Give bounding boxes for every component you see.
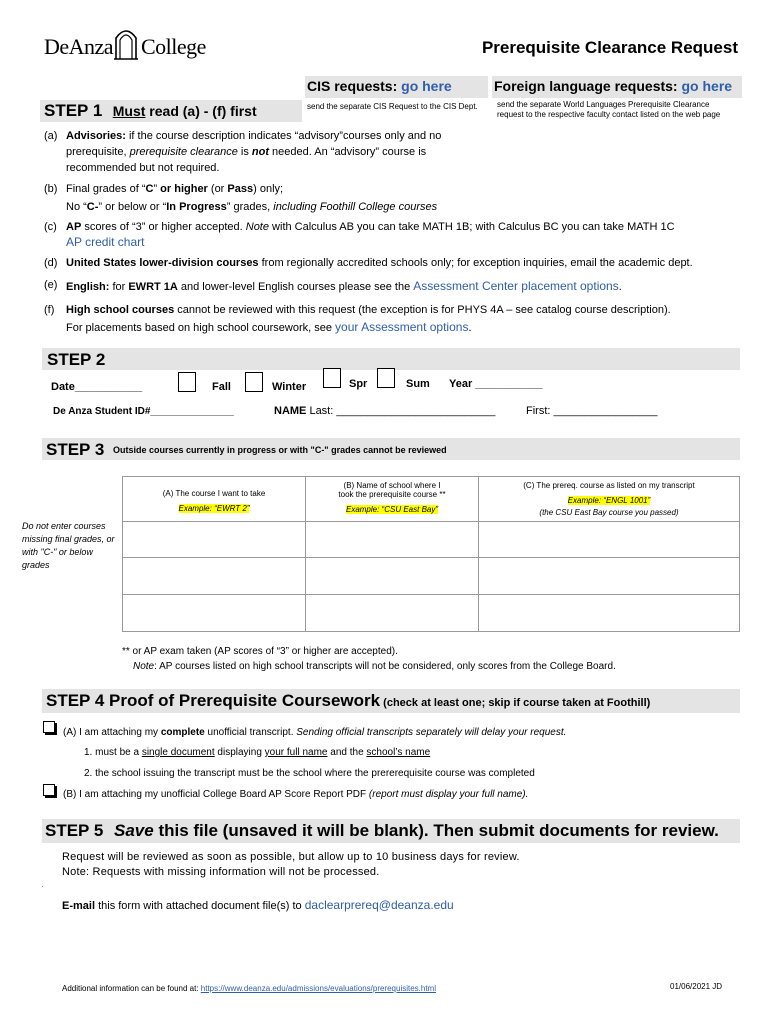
last-name-field[interactable]: Last: __________________________ (306, 405, 496, 417)
item-f (44, 302, 764, 334)
item-b-c: C (145, 183, 154, 195)
student-id-field[interactable]: De Anza Student ID#_______________ (53, 406, 234, 417)
summer-checkbox[interactable] (377, 368, 395, 388)
name-last-row (274, 405, 495, 417)
item-e-t1: for (109, 281, 129, 293)
item-a-t2-2: is (237, 146, 252, 158)
col-a-example: Example: “EWRT 2” (178, 504, 250, 513)
table-row (123, 595, 740, 632)
col-b-example: Example: “CSU East Bay” (345, 505, 439, 514)
step4-a1-1: 1. must be a (84, 747, 142, 758)
step1-heading (44, 101, 257, 121)
item-a-t3: recommended but not required. (66, 162, 220, 174)
step3-footnote-1: ** or AP exam taken (AP scores of “3” or higher are accepted). (122, 646, 398, 657)
item-f-t3: . (468, 322, 472, 334)
step4-b-marker: (B) (63, 789, 77, 800)
page-title: Prerequisite Clearance Request (481, 38, 738, 57)
col-b-title-2: took the prerequisite course ** (338, 490, 446, 499)
item-b2-t2: ” or below or “ (98, 201, 167, 213)
footer-url-link[interactable]: https://www.deanza.edu/admissions/evaluations/prerequisites.html (200, 984, 436, 993)
table-row (123, 558, 740, 595)
step4-a-complete: complete (160, 727, 205, 738)
item-e-t2: and lower-level English courses please see the (177, 281, 414, 293)
item-d-body (66, 257, 770, 269)
footer-info-text: Additional information can be found at: (62, 984, 201, 993)
step4-a1-3: and the (327, 747, 367, 758)
logo-text-left: DeAnza (44, 34, 114, 59)
item-b-t3: (or (207, 183, 228, 195)
course-table (122, 476, 740, 632)
step4-paren: (check at least one; skip if course taken at Foothill) (380, 697, 651, 709)
footnote-note-label: Note (133, 661, 155, 672)
year-field[interactable]: Year ___________ (449, 378, 543, 390)
step4-b-text: I am attaching my unofficial College Board AP Score Report PDF (76, 789, 369, 800)
item-d-text: from regionally accredited schools only; for exception inquiries, email the academic dept. (258, 257, 693, 269)
footer-date: 01/06/2021 JD (670, 982, 723, 991)
ap-credit-chart-link[interactable]: AP credit chart (66, 235, 145, 249)
item-e-t3: . (618, 281, 622, 293)
logo-text-right: College (141, 34, 206, 59)
col-a-title: (A) The course I want to take (162, 489, 266, 498)
email-link[interactable]: daclearprereq@deanza.edu (304, 898, 454, 912)
item-c-note: Note (245, 221, 269, 233)
fall-checkbox[interactable] (178, 372, 196, 392)
item-a-t2-it: prerequisite clearance (129, 146, 238, 158)
name-label: NAME (274, 405, 307, 417)
spring-label: Spr (349, 378, 368, 390)
step4-a1-school: school’s name (366, 747, 431, 758)
item-e-bold: English: (66, 281, 110, 293)
step4-a-marker: (A) (63, 727, 77, 738)
step5-line2: Note: Requests with missing information will not be processed. (62, 866, 380, 878)
cis-title: CIS requests: (307, 78, 398, 94)
item-b-t1: Final grades of “ (66, 183, 146, 195)
cell-c-3[interactable] (479, 595, 740, 632)
footnote-note-text: : AP courses listed on high school transcripts will not be considered, only scores from the College Board. (154, 661, 616, 672)
item-b-body (66, 180, 766, 216)
item-d-marker: (d) (44, 257, 58, 269)
item-c-ap: AP (66, 221, 82, 233)
foreign-title-row (494, 78, 732, 94)
cell-b-1[interactable] (306, 522, 479, 558)
email-text: this form with attached document file(s) to (95, 900, 305, 912)
item-f-marker: (f) (44, 304, 55, 316)
item-f-bold: High school courses (66, 304, 175, 316)
item-f-t2: For placements based on high school coursework, see (66, 322, 336, 334)
cis-title-row (307, 78, 452, 94)
cis-note: send the separate CIS Request to the CIS Dept. (307, 102, 478, 111)
item-e-ewrt: EWRT 1A (128, 281, 178, 293)
table-row (123, 522, 740, 558)
item-b-pass: Pass (227, 183, 254, 195)
divider (42, 886, 43, 887)
step3-label: STEP 3 (46, 440, 105, 459)
item-b-t2: ” (153, 183, 161, 195)
assessment-options-link[interactable]: your Assessment options (335, 320, 469, 334)
step2-label: STEP 2 (47, 350, 106, 369)
cell-b-3[interactable] (306, 595, 479, 632)
step4-a1-single: single document (141, 747, 215, 758)
item-a-not: not (251, 146, 269, 158)
step4-label: STEP 4 Proof of Prerequisite Coursework (46, 691, 381, 710)
step4-a1-2: displaying (214, 747, 265, 758)
item-b2-t3: ” grades, (226, 201, 274, 213)
item-c-t2: with Calculus AB you can take MATH 1B; with Calculus BC you can take MATH 1C (269, 221, 675, 233)
col-c-note: (the CSU East Bay course you passed) (539, 508, 679, 517)
item-a-marker: (a) (44, 130, 58, 142)
step4-heading (46, 691, 650, 711)
step5-heading (45, 821, 719, 841)
item-c (44, 220, 764, 249)
logo-arch-icon (113, 26, 139, 60)
item-b2-cminus: C- (86, 201, 99, 213)
cell-a-3[interactable] (123, 595, 306, 632)
step1-rest: read (a) - (f) first (145, 103, 257, 119)
step4-a1 (84, 747, 430, 758)
step3-desc: Outside courses currently in progress or with "C-" grades cannot be reviewed (113, 445, 447, 455)
item-b-t4: ) only; (253, 183, 284, 195)
foreign-note-1: send the separate World Languages Prerequisite Clearance (497, 100, 710, 109)
spring-checkbox[interactable] (323, 368, 341, 388)
item-b2-t1: No “ (66, 201, 87, 213)
item-c-marker: (c) (44, 221, 57, 233)
cell-c-1[interactable] (479, 522, 740, 558)
summer-label: Sum (406, 378, 430, 390)
step4-a-it: Sending official transcripts separately will delay your request. (296, 727, 567, 738)
step3-footnote-2 (133, 661, 616, 672)
step5-line1: Request will be reviewed as soon as possible, but allow up to 10 business days for review. (62, 851, 520, 863)
item-f-text: cannot be reviewed with this request (the exception is for PHYS 4A – see catalog course description). (174, 304, 671, 316)
date-field[interactable]: Date___________ (51, 381, 143, 393)
winter-label: Winter (272, 381, 307, 393)
item-d-bold: United States lower-division courses (66, 257, 259, 269)
col-c-example: Example: “ENGL 1001” (567, 496, 651, 505)
step4-a1-name: your full name (264, 747, 328, 758)
col-c-header (479, 477, 740, 522)
item-d (44, 257, 764, 269)
step3-side-note: Do not enter courses missing final grades, or with "C-" or below grades (22, 521, 115, 570)
step4-a (63, 727, 566, 738)
col-b-title-1: (B) Name of school where I (343, 481, 441, 490)
item-a-bold: Advisories: (66, 130, 126, 142)
item-a-t2-1: prerequisite, (66, 146, 130, 158)
first-name-field[interactable]: First: _________________ (526, 405, 658, 417)
cell-a-1[interactable] (123, 522, 306, 558)
item-a-t1: if the course description indicates “advisory”courses only and no (125, 130, 442, 142)
item-a-t2-3: needed. An “advisory” course is (269, 146, 427, 158)
item-a (44, 128, 764, 174)
step5-label: STEP 5 (45, 821, 104, 840)
cell-c-2[interactable] (479, 558, 740, 595)
item-a-body (66, 128, 766, 176)
item-b2-it: including Foothill College courses (273, 201, 438, 213)
email-row (62, 898, 454, 912)
cell-b-2[interactable] (306, 558, 479, 595)
table-header-row (123, 477, 740, 522)
ap-report-checkbox[interactable] (43, 784, 55, 796)
item-b (44, 180, 764, 213)
item-c-t1: scores of “3” or higher accepted. (81, 221, 246, 233)
winter-checkbox[interactable] (245, 372, 263, 392)
step5-save: Save (114, 821, 154, 840)
item-f-body (66, 302, 770, 337)
step4-a-t2: unofficial transcript. (204, 727, 297, 738)
item-e-marker: (e) (44, 279, 58, 291)
foreign-note-2: request to the respective faculty contact listed on the web page (497, 110, 721, 119)
item-b2-inprog: In Progress (166, 201, 227, 213)
item-b-marker: (b) (44, 183, 58, 195)
email-bold: E-mail (62, 900, 96, 912)
item-b-or-higher: or higher (160, 183, 208, 195)
col-a-header (123, 477, 306, 522)
footer-info (62, 984, 436, 993)
step2-band (42, 348, 740, 370)
foreign-link[interactable]: go here (681, 78, 733, 94)
fall-label: Fall (212, 381, 231, 393)
col-c-title: (C) The prereq. course as listed on my transcript (523, 481, 695, 490)
cis-link[interactable]: go here (401, 78, 452, 94)
step1-label: STEP 1 (44, 101, 103, 120)
step5-rest: this file (unsaved it will be blank). Then submit documents for review. (153, 821, 719, 840)
cell-a-2[interactable] (123, 558, 306, 595)
transcript-checkbox[interactable] (43, 721, 55, 733)
step1-must: Must (112, 103, 146, 119)
assessment-center-link[interactable]: Assessment Center placement options (413, 279, 619, 293)
step4-a-t1: I am attaching my (76, 727, 161, 738)
item-c-body (66, 220, 770, 251)
college-logo (44, 32, 214, 62)
item-e-body (66, 279, 770, 293)
step4-b-it: (report must display your full name). (368, 789, 529, 800)
step4-b (63, 789, 528, 800)
step4-a2: 2. the school issuing the transcript must be the school where the prererequisite course was completed (84, 768, 535, 779)
col-b-header (306, 477, 479, 522)
foreign-title: Foreign language requests: (494, 78, 678, 94)
item-e (44, 279, 764, 291)
